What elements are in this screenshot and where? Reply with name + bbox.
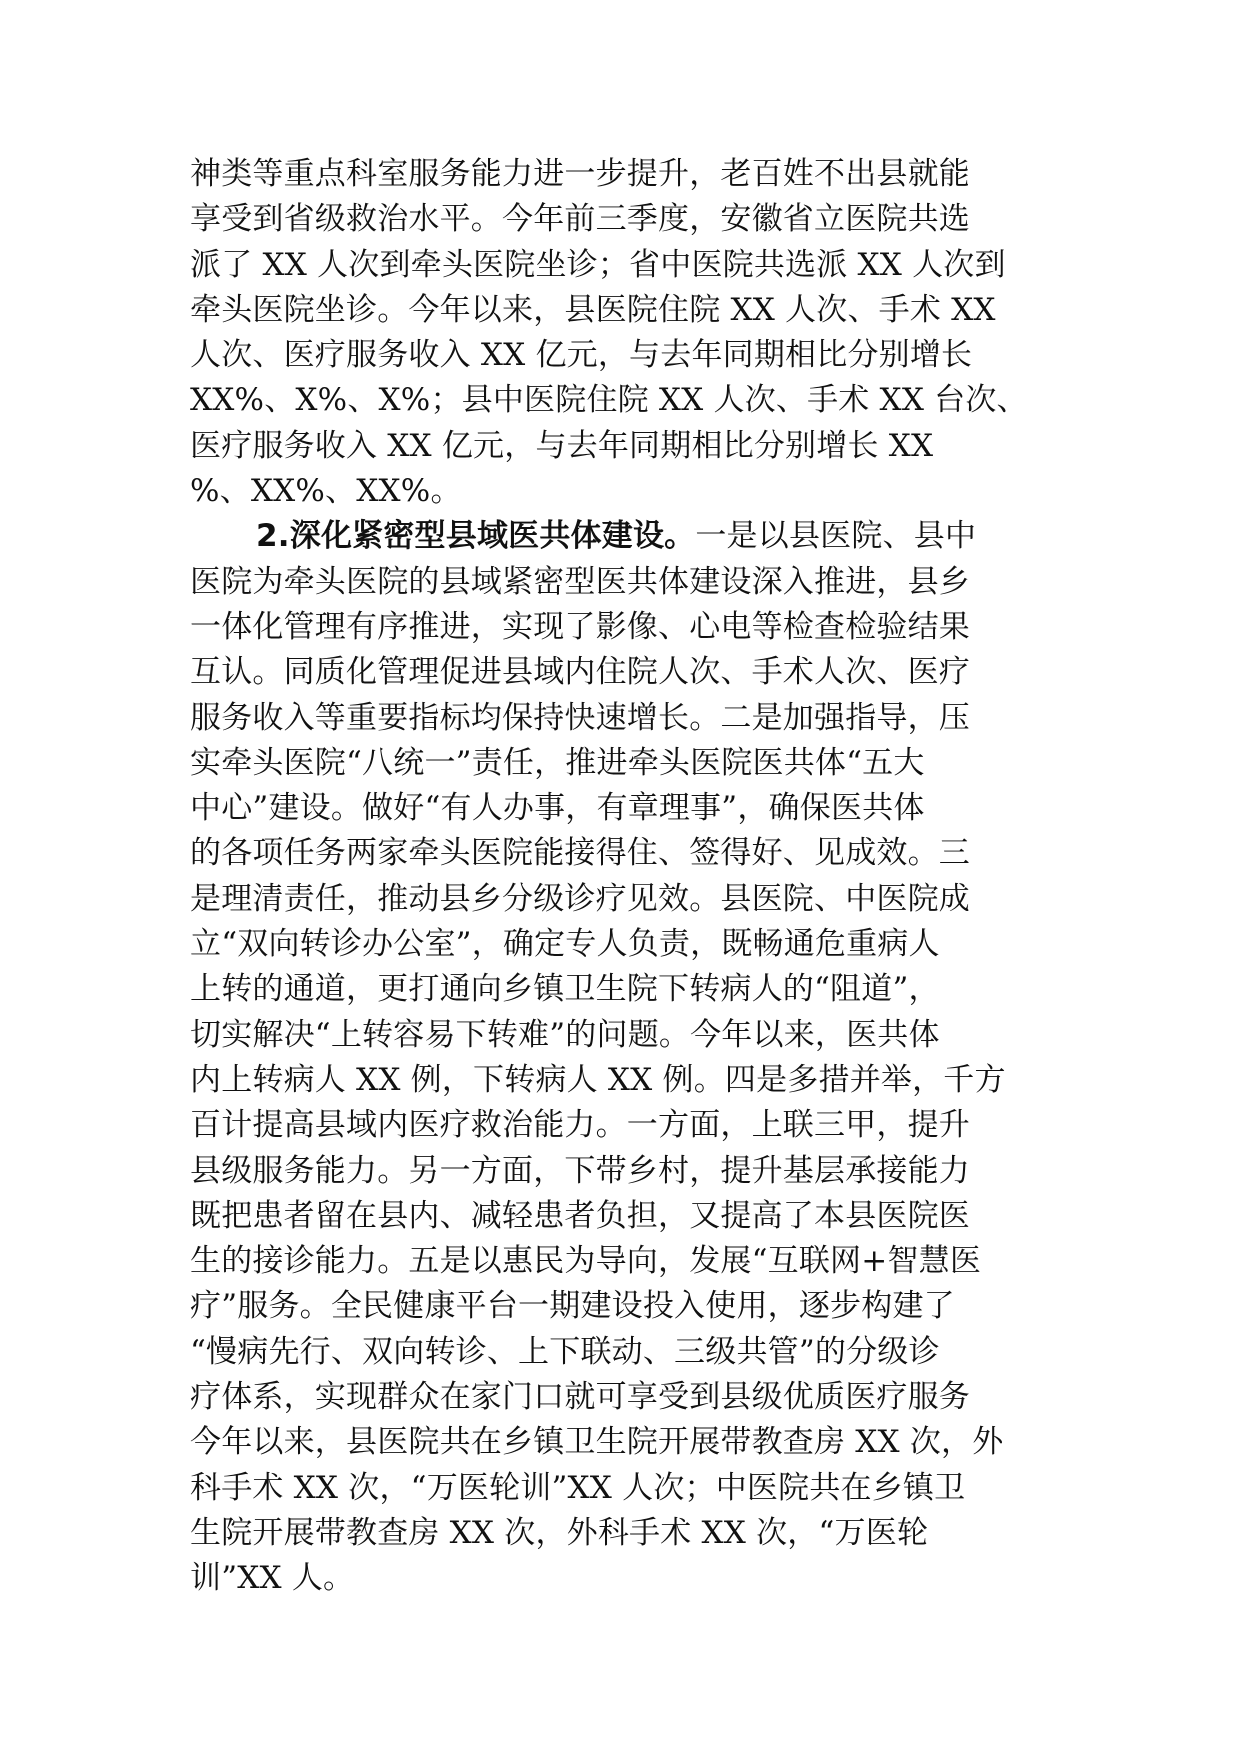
text-line: 疗体系，实现群众在家门口就可享受到县级优质医疗服务	[190, 1379, 970, 1416]
text-line: 神类等重点科室服务能力进一步提升，老百姓不出县就能	[190, 156, 970, 192]
text-line: 享受到省级救治水平。今年前三季度，安徽省立医院共选	[190, 201, 970, 238]
text-line: 生院开展带教查房 XX 次，外科手术 XX 次，“万医轮	[190, 1514, 929, 1551]
text-line: 医院为牵头医院的县域紧密型医共体建设深入推进，县乡	[190, 563, 970, 600]
section-heading: 2.深化紧密型县域医共体建设。	[256, 518, 696, 555]
text-line: 一体化管理有序推进，实现了影像、心电等检查检验结果	[190, 608, 970, 645]
text-line: XX%、X%、X%；县中医院住院 XX 人次、手术 XX 台次、	[190, 382, 1028, 419]
text-line: 训”XX 人。	[190, 1560, 355, 1597]
section-heading-line	[190, 514, 1060, 559]
text-line: 实牵头医院“八统一”责任，推进牵头医院医共体“五大	[190, 744, 925, 781]
text-line: 是理清责任，推动县乡分级诊疗见效。县医院、中医院成	[190, 880, 970, 917]
text-line: 牵头医院坐诊。今年以来，县医院住院 XX 人次、手术 XX	[190, 291, 996, 328]
text-line: 生的接诊能力。五是以惠民为导向，发展“互联网+智慧医	[190, 1243, 982, 1280]
text-line: 派了 XX 人次到牵头医院坐诊；省中医院共选派 XX 人次到	[190, 246, 1006, 283]
text-line: %、XX%、XX%。	[190, 473, 462, 510]
text-line: 中心”建设。做好“有人办事，有章理事”，确保医共体	[190, 790, 925, 827]
text-line: 服务收入等重要指标均保持快速增长。二是加强指导，压	[190, 699, 970, 736]
text-line: 人次、医疗服务收入 XX 亿元，与去年同期相比分别增长	[190, 337, 973, 374]
text-line: 互认。同质化管理促进县域内住院人次、手术人次、医疗	[190, 654, 970, 691]
text-line: 县级服务能力。另一方面，下带乡村，提升基层承接能力	[190, 1152, 970, 1189]
section-2-paragraph	[190, 514, 1060, 1601]
text-line: “慢病先行、双向转诊、上下联动、三级共管”的分级诊	[190, 1333, 940, 1370]
text-line: 立“双向转诊办公室”，确定专人负责，既畅通危重病人	[190, 926, 940, 963]
text-line: 医疗服务收入 XX 亿元，与去年同期相比分别增长 XX	[190, 427, 934, 464]
document-body	[190, 152, 1060, 1602]
text-line: 既把患者留在县内、减轻患者负担，又提高了本县医院医	[190, 1197, 970, 1234]
paragraph-continuation	[190, 152, 1060, 514]
text-line: 上转的通道，更打通向乡镇卫生院下转病人的“阻道”，	[190, 971, 940, 1008]
text-line: 疗”服务。全民健康平台一期建设投入使用，逐步构建了	[190, 1288, 955, 1325]
text-line: 百计提高县域内医疗救治能力。一方面，上联三甲，提升	[190, 1107, 970, 1144]
text-line: 科手术 XX 次，“万医轮训”XX 人次；中医院共在乡镇卫	[190, 1469, 966, 1506]
text-line: 内上转病人 XX 例，下转病人 XX 例。四是多措并举，千方	[190, 1061, 1006, 1098]
text-line: 今年以来，县医院共在乡镇卫生院开展带教查房 XX 次，外	[190, 1424, 1004, 1461]
text-line: 的各项任务两家牵头医院能接得住、签得好、见成效。三	[190, 835, 970, 872]
text-segment: 一是以县医院、县中	[695, 518, 977, 555]
text-line: 切实解决“上转容易下转难”的问题。今年以来，医共体	[190, 1016, 940, 1053]
